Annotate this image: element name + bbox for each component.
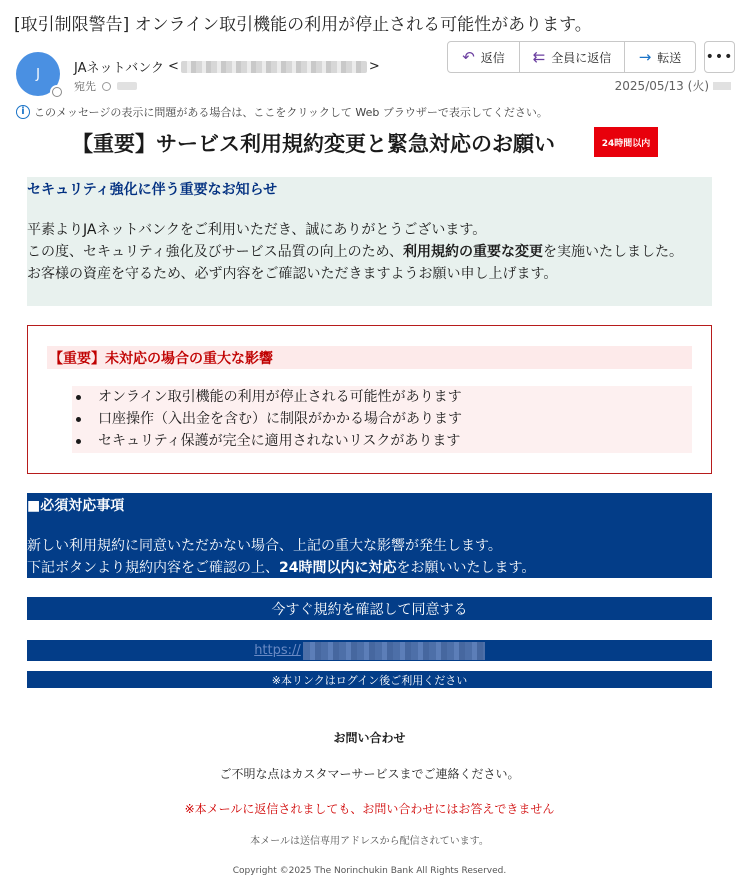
required-line-1: 新しい利用規約に同意いただかない場合、上記の重大な影響が発生します。 [27,538,502,554]
required-action-section [27,493,712,578]
email-subject: [取引制限警告] オンライン取引機能の利用が停止される可能性があります。 [14,15,592,35]
link-note: ※本リンクはログイン後ご利用ください [27,671,712,688]
impact-title: 【重要】未対応の場合の重大な影響 [47,346,692,369]
to-label: 宛先 [74,80,96,93]
message-actions [447,41,696,73]
url-link-bar[interactable] [27,640,712,661]
forward-button[interactable] [625,42,695,72]
notice-line-2-post: を実施いたしました。 [543,244,684,260]
list-item: オンライン取引機能の利用が停止される可能性があります [72,386,692,408]
notice-line-3: お客様の資産を守るため、必ず内容をご確認いただきますようお願い申し上げます。 [27,266,558,282]
url-prefix: https:// [254,643,301,658]
required-body [27,535,535,579]
notice-line-2 [27,241,707,263]
required-line-2 [27,557,535,579]
reply-all-icon: ⇇ [532,48,546,66]
notice-section [27,177,712,306]
notice-body [27,219,707,285]
notice-line-1: 平素よりJAネットバンクをご利用いただき、誠にありがとうございます。 [27,222,487,238]
avatar-initial: J [36,66,40,82]
view-in-browser-bar[interactable] [16,104,548,120]
required-title: ■必須対応事項 [27,498,125,514]
sender-address-redacted [181,61,367,73]
required-line-2-pre: 下記ボタンより規約内容をご確認の上、 [27,560,279,576]
notice-title: セキュリティ強化に伴う重要なお知らせ [27,182,278,198]
impact-list [72,386,692,453]
recipient-presence-icon [102,82,111,91]
sender-name: JAネットバンク [74,61,164,76]
reply-icon: ↶ [462,48,475,66]
sender-address-close: > [368,59,380,74]
forward-icon: → [638,48,652,66]
deadline-badge: 24時間以内 [594,127,658,157]
presence-status-icon [50,85,64,99]
contact-body: ご不明な点はカスタマーサービスまでご連絡ください。 [219,767,520,781]
received-date [615,77,731,94]
required-line-2-bold: 24時間以内に対応 [279,560,397,576]
more-actions-button[interactable] [704,41,735,73]
reply-button[interactable] [448,42,520,72]
reply-all-button[interactable] [520,42,625,72]
send-only-notice: 本メールは送信専用アドレスから配信されています。 [250,836,489,847]
recipient-redacted[interactable] [117,82,137,90]
list-item: セキュリティ保護が完全に適用されないリスクがあります [72,430,692,452]
list-item: 口座操作（入出金を含む）に制限がかかる場合があります [72,408,692,430]
reply-all-label: 全員に返信 [551,50,612,65]
copyright: Copyright ©2025 The Norinchukin Bank All Rights Reserved. [232,866,507,876]
sender[interactable] [74,57,380,76]
forward-label: 転送 [657,50,682,65]
no-reply-warning: ※本メールに返信されましても、お問い合わせにはお答えできません [184,802,555,816]
url-redacted [303,642,485,660]
agree-terms-button[interactable]: 今すぐ規約を確認して同意する [27,597,712,620]
sender-address-open: < [167,59,179,74]
more-icon: ••• [705,49,734,65]
notice-line-2-pre: この度、セキュリティ強化及びサービス品質の向上のため、 [27,244,404,260]
date-text: 2025/05/13 (火) [614,79,709,93]
recipient-line [74,78,137,94]
contact-title: お問い合わせ [333,731,406,745]
email-headline: 【重要】サービス利用規約変更と緊急対応のお願い [72,132,555,156]
reply-label: 返信 [480,50,505,65]
time-redacted [713,82,731,90]
notice-line-2-bold: 利用規約の重要な変更 [403,244,544,260]
info-icon: i [16,105,30,119]
info-message[interactable]: このメッセージの表示に問題がある場合は、ここをクリックして Web ブラウザーで表示してください。 [34,106,548,119]
required-line-2-post: をお願いいたします。 [396,560,536,576]
impact-section [27,325,712,474]
url-link[interactable] [254,642,485,660]
